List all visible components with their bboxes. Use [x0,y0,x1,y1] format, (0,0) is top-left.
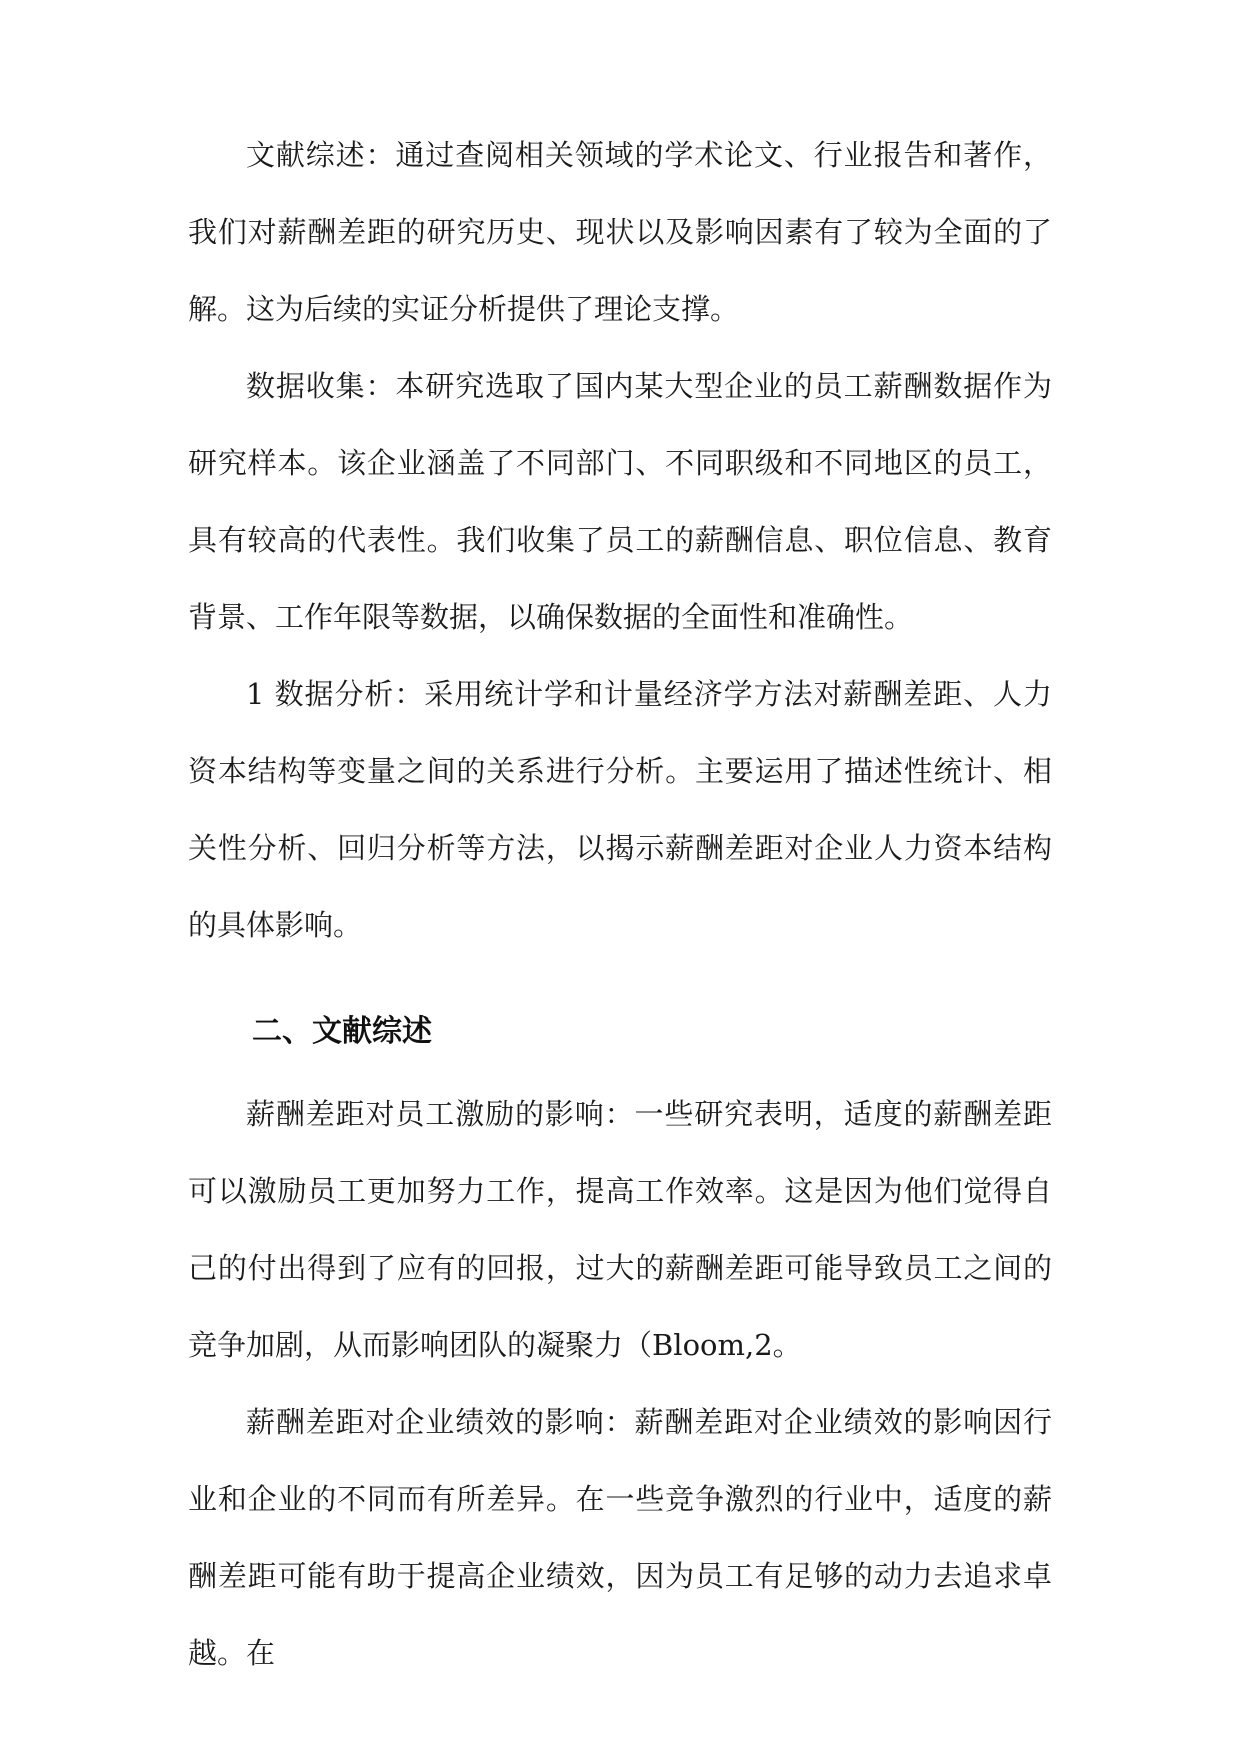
paragraph-data-collection: 数据收集：本研究选取了国内某大型企业的员工薪酬数据作为研究样本。该企业涵盖了不同部门、不同职级和不同地区的员工，具有较高的代表性。我们收集了员工的薪酬信息、职位信息、教育背景、工作年限等数据，以确保数据的全面性和准确性。 [188,369,1052,634]
paragraph-literature-review-method: 文献综述：通过查阅相关领域的学术论文、行业报告和著作，我们对薪酬差距的研究历史、现状以及影响因素有了较为全面的了解。这为后续的实证分析提供了理论支撑。 [188,138,1052,326]
paragraph-incentive-effect: 薪酬差距对员工激励的影响：一些研究表明，适度的薪酬差距可以激励员工更加努力工作，提高工作效率。这是因为他们觉得自己的付出得到了应有的回报，过大的薪酬差距可能导致员工之间的竞争加剧，从而影响团队的凝聚力（Bloom,2。 [188,1097,1052,1362]
paragraph-data-analysis: 1 数据分析：采用统计学和计量经济学方法对薪酬差距、人力资本结构等变量之间的关系进行分析。主要运用了描述性统计、相关性分析、回归分析等方法，以揭示薪酬差距对企业人力资本结构的具体影响。 [188,677,1052,942]
paragraph-performance-effect: 薪酬差距对企业绩效的影响：薪酬差距对企业绩效的影响因行业和企业的不同而有所差异。在一些竞争激烈的行业中，适度的薪酬差距可能有助于提高企业绩效，因为员工有足够的动力去追求卓越。在 [188,1405,1052,1670]
section2-body [188,1076,1052,1692]
section-heading-literature-review: 二、文献综述 [252,1014,432,1049]
section1-body [188,117,1052,964]
